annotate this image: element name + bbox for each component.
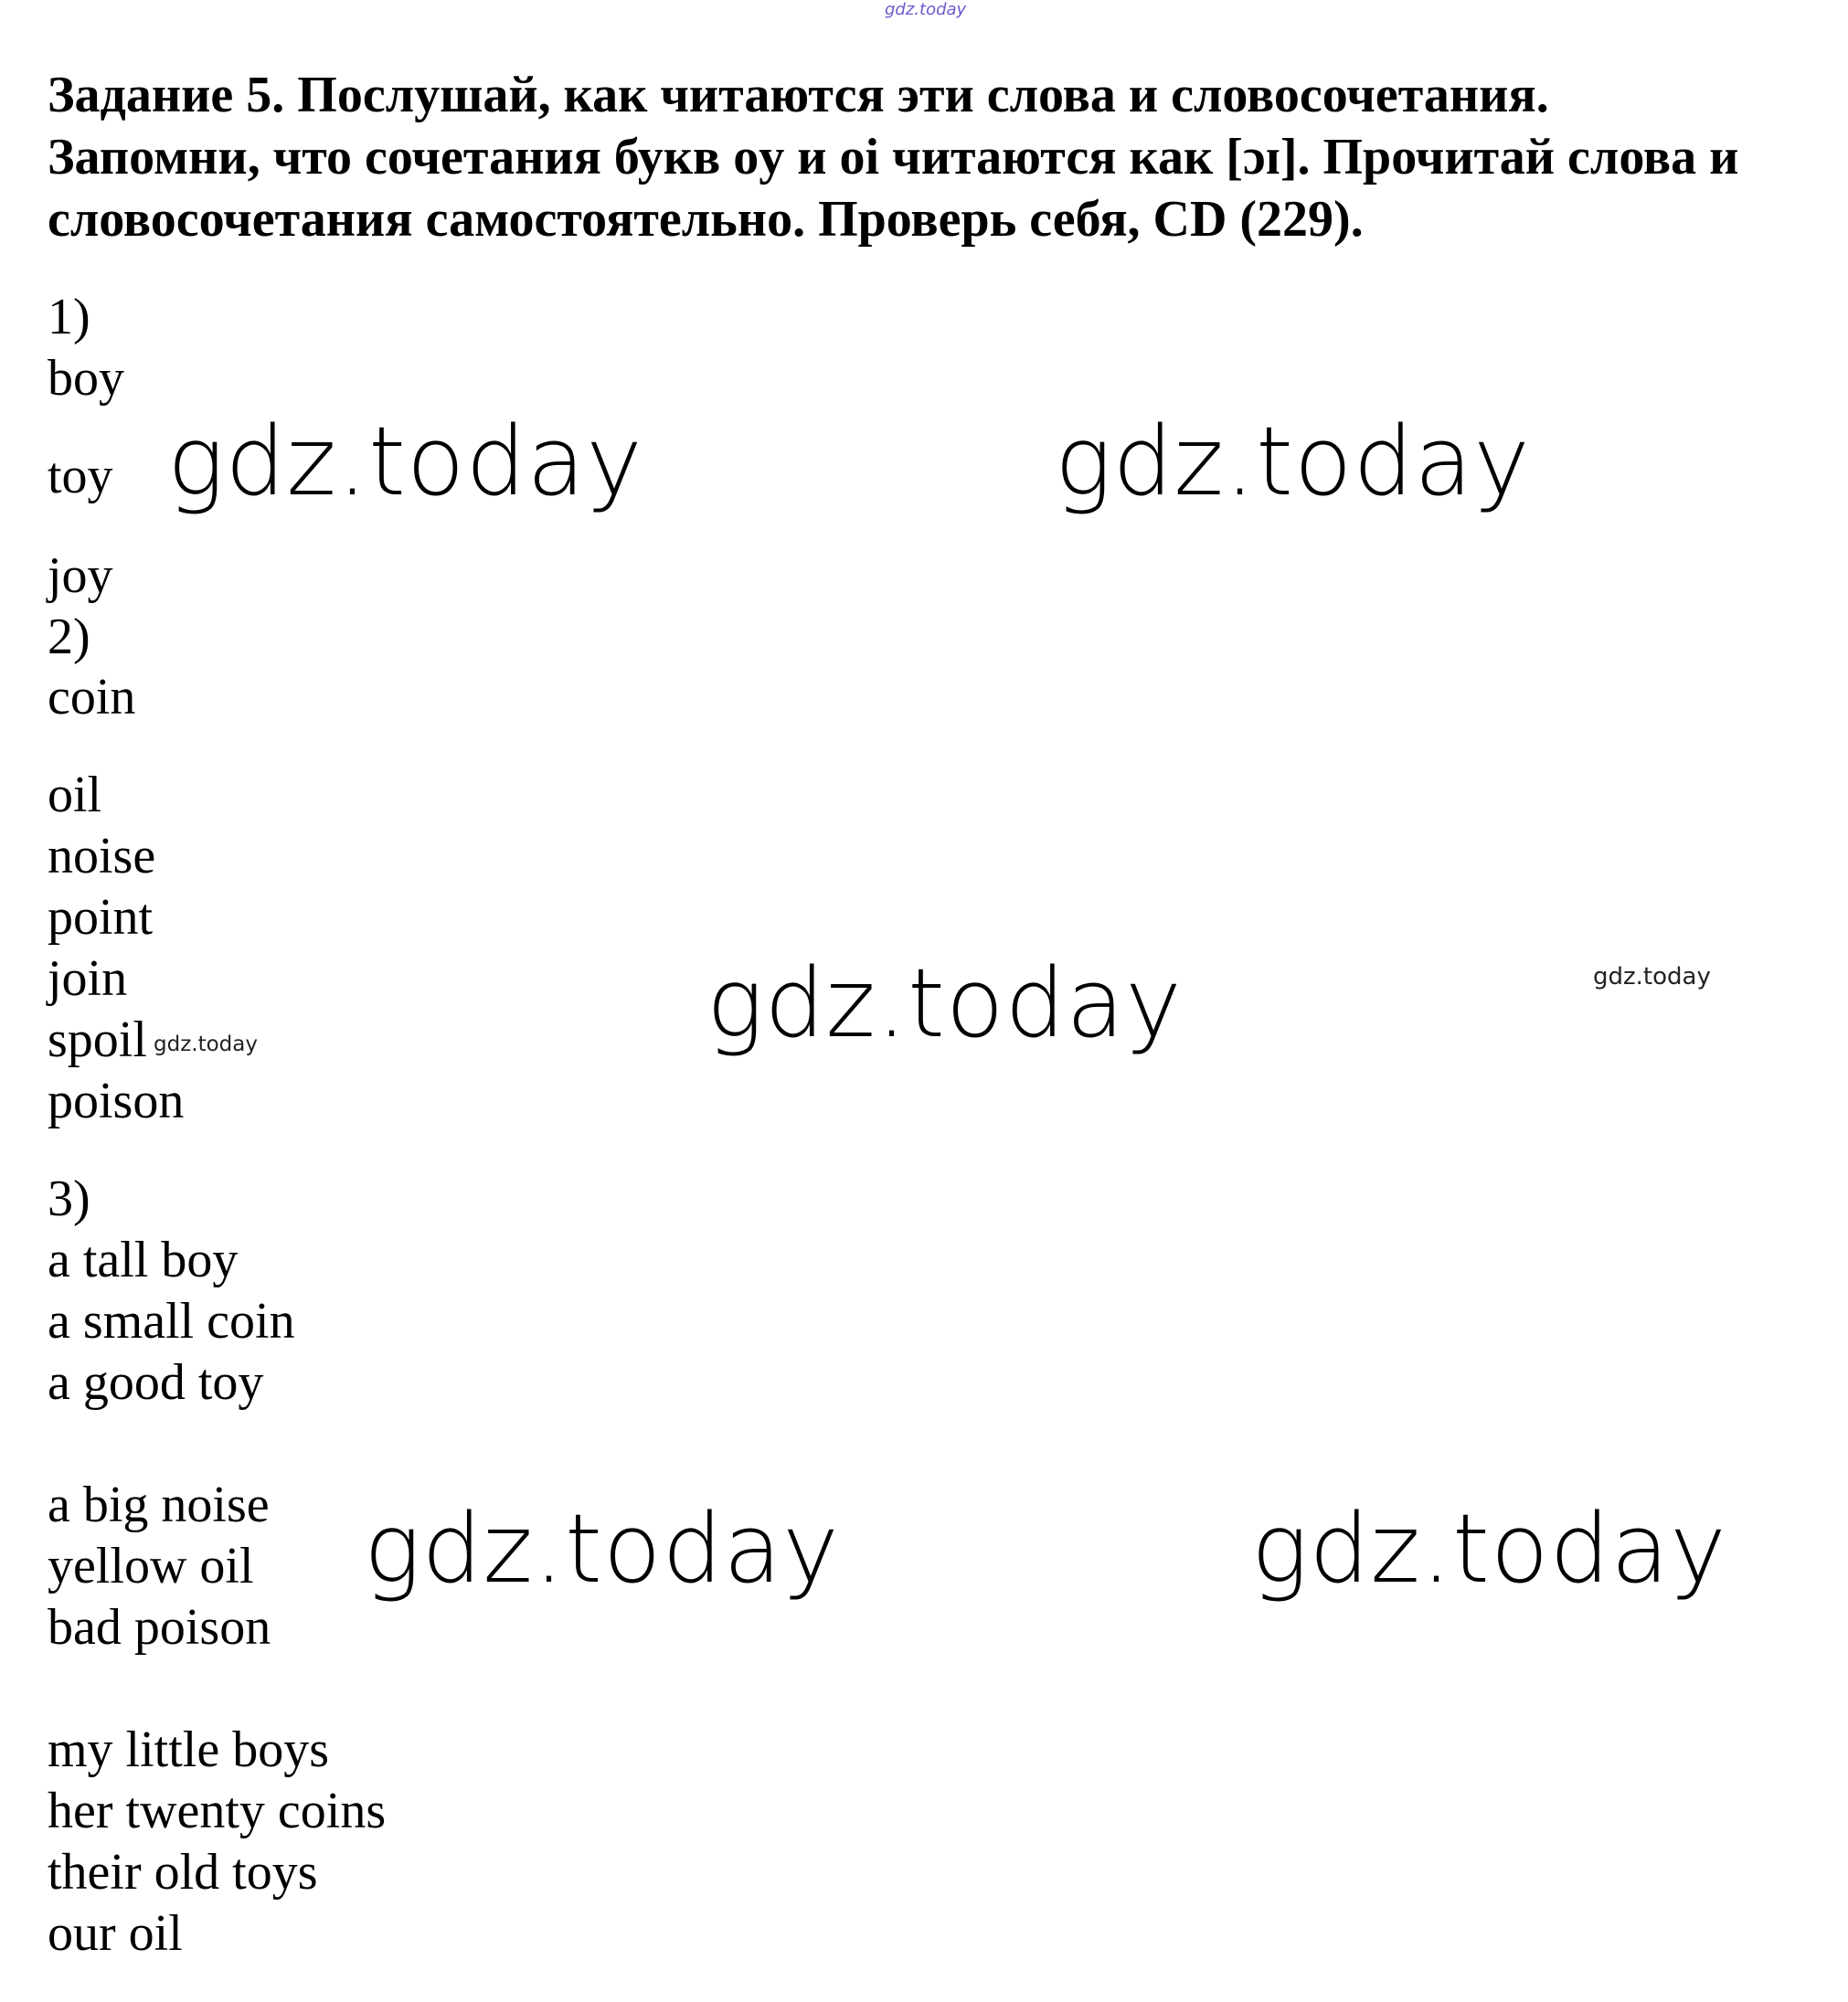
watermark-big: gdz.today <box>1251 1493 1727 1605</box>
watermark-big: gdz.today <box>167 406 643 517</box>
phrase: a big noise <box>48 1477 270 1533</box>
word: joy <box>48 547 113 604</box>
word: poison <box>48 1073 185 1129</box>
word: coin <box>48 669 136 726</box>
phrase: our oil <box>48 1905 183 1962</box>
section-number: 3) <box>48 1170 90 1227</box>
phrase: their old toys <box>48 1844 318 1901</box>
phrase: yellow oil <box>48 1538 254 1594</box>
word: boy <box>48 350 124 407</box>
task-heading-line: Запомни, что сочетания букв oy и oi читаются как [ɔɪ]. Прочитай слова и <box>48 129 1739 185</box>
word: join <box>48 950 128 1007</box>
watermark-top: gdz.today <box>885 0 967 19</box>
task-heading <box>48 64 1839 250</box>
word: spoil <box>48 1012 147 1068</box>
watermark-big: gdz.today <box>1055 406 1531 517</box>
phrase: her twenty coins <box>48 1783 387 1839</box>
phrase: bad poison <box>48 1599 271 1656</box>
phrase: a small coin <box>48 1293 295 1350</box>
phrase: my little boys <box>48 1721 329 1778</box>
watermark-small: gdz.today <box>154 1033 258 1056</box>
word: oil <box>48 767 102 823</box>
section-number: 1) <box>48 289 90 345</box>
task-heading-line: Задание 5. Послушай, как читаются эти слова и словосочетания. <box>48 67 1549 123</box>
word: point <box>48 889 154 946</box>
word: noise <box>48 828 156 884</box>
watermark-big: gdz.today <box>364 1493 840 1605</box>
section-number: 2) <box>48 609 90 665</box>
phrase: a tall boy <box>48 1232 239 1288</box>
word: toy <box>48 448 113 504</box>
watermark-small: gdz.today <box>1593 963 1711 990</box>
task-heading-line: словосочетания самостоятельно. Проверь себя, CD (229). <box>48 191 1364 248</box>
watermark-big: gdz.today <box>706 948 1183 1059</box>
phrase: a good toy <box>48 1354 264 1411</box>
